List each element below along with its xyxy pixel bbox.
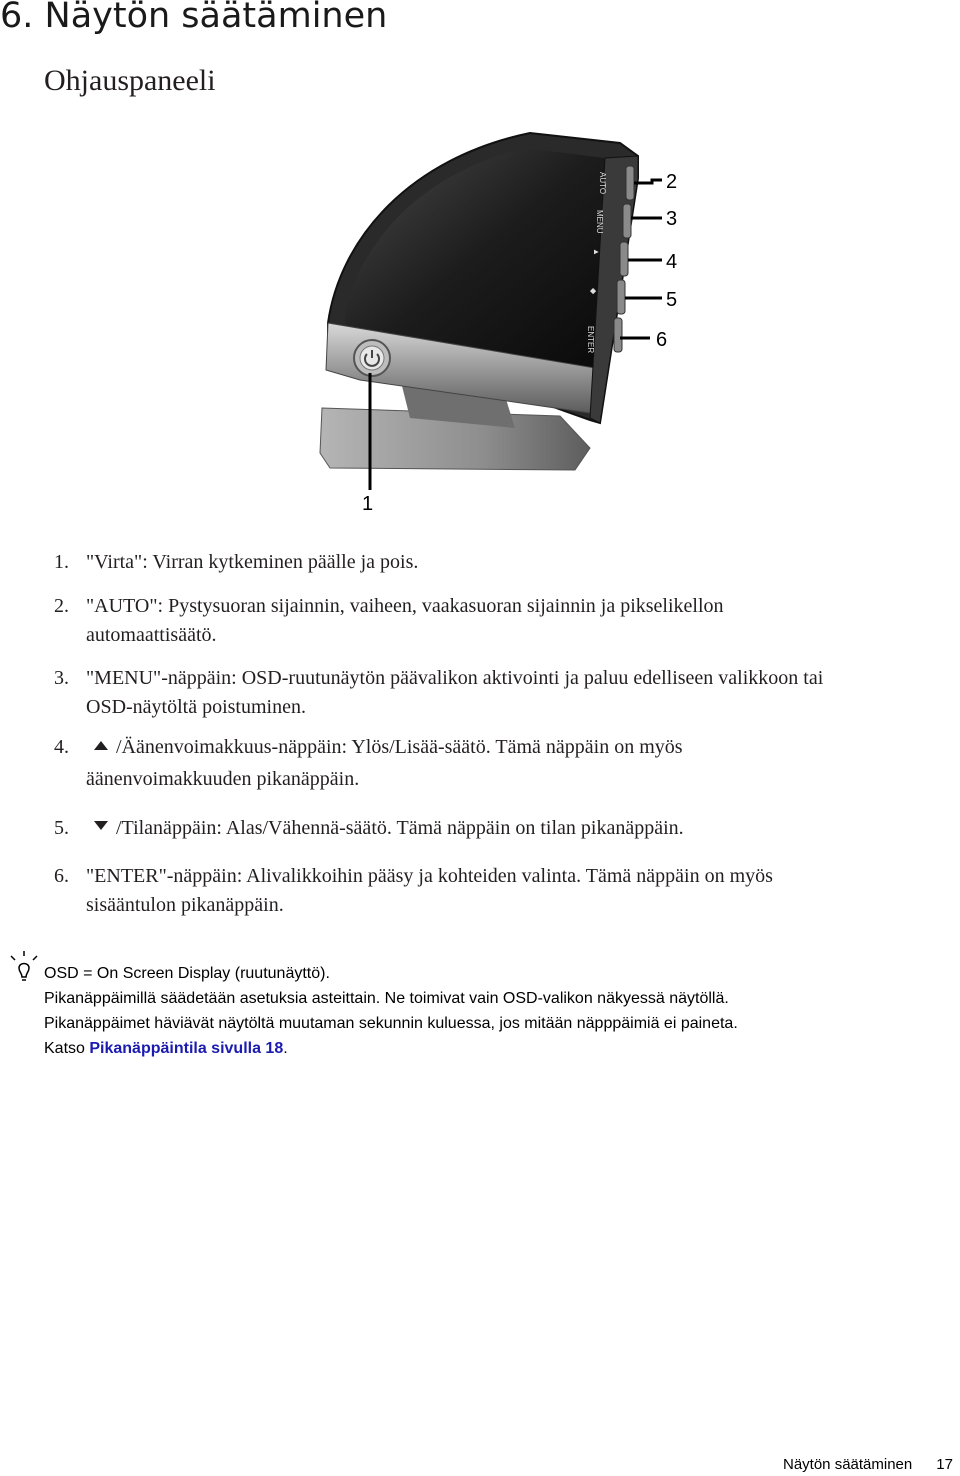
list-item-number: 3. [54, 667, 69, 689]
footer-section: Näytön säätäminen [783, 1456, 913, 1473]
note-line: Pikanäppäimillä säädetään asetuksia asteittain. Ne toimivat vain OSD-valikon näkyessä näytöllä. [44, 990, 729, 1007]
page-footer [783, 1456, 953, 1473]
note-line-link [44, 1037, 288, 1061]
menu-label: MENU [595, 210, 604, 234]
chapter-title: 6. Näytön säätäminen [0, 0, 388, 36]
list-item-number: 2. [54, 595, 69, 617]
list-item-text: /Äänenvoimakkuus-näppäin: Ylös/Lisää-säätö. Tämä näppäin on myös [116, 736, 683, 758]
list-item-number: 5. [54, 817, 69, 839]
monitor-control-panel-figure [300, 118, 720, 518]
list-item-text: automaattisäätö. [86, 624, 217, 646]
down-arrow-icon [86, 819, 116, 833]
section-title: Ohjauspaneeli [44, 64, 216, 97]
auto-label: AUTO [598, 172, 607, 195]
callout-2: 2 [666, 171, 678, 193]
up-label: ▲ [592, 248, 601, 256]
mode-label: ◆ [589, 288, 598, 295]
list-item-text: OSD-näytöltä poistuminen. [86, 696, 306, 718]
callout-6: 6 [656, 329, 668, 351]
shortcut-mode-link[interactable]: Pikanäppäintila sivulla 18 [89, 1040, 284, 1057]
list-item-text: /Tilanäppäin: Alas/Vähennä-säätö. Tämä näppäin on tilan pikanäppäin. [116, 817, 684, 839]
callout-3: 3 [666, 208, 678, 230]
callout-4: 4 [666, 251, 678, 273]
callout-5: 5 [666, 289, 678, 311]
lightbulb-icon [8, 950, 40, 984]
up-arrow-icon [86, 738, 116, 752]
list-item-text: "Virta": Virran kytkeminen päälle ja pois. [86, 551, 419, 573]
callout-1: 1 [362, 493, 374, 515]
note-line: Pikanäppäimet häviävät näytöltä muutaman sekunnin kuluessa, jos mitään näpppäimiä ei paineta. [44, 1015, 738, 1032]
list-item-text: äänenvoimakkuuden pikanäppäin. [86, 768, 360, 790]
enter-label: ENTER [586, 326, 595, 354]
list-item-text: "MENU"-näppäin: OSD-ruutunäytön päävalikon aktivointi ja paluu edelliseen valikkoon tai [86, 667, 824, 689]
list-item-text: sisääntulon pikanäppäin. [86, 894, 284, 916]
list-item-number: 1. [54, 551, 69, 573]
list-item-number: 6. [54, 865, 69, 887]
note-text: . [283, 1040, 288, 1057]
page-number: 17 [936, 1456, 953, 1473]
list-item-text: "AUTO": Pystysuoran sijainnin, vaiheen, vaakasuoran sijainnin ja pikselikellon [86, 595, 724, 617]
list-item-text: "ENTER"-näppäin: Alivalikkoihin pääsy ja kohteiden valinta. Tämä näppäin on myös [86, 865, 773, 887]
list-item-number: 4. [54, 736, 69, 758]
note-line: OSD = On Screen Display (ruutunäyttö). [44, 965, 330, 982]
note-text: Katso [44, 1040, 90, 1057]
